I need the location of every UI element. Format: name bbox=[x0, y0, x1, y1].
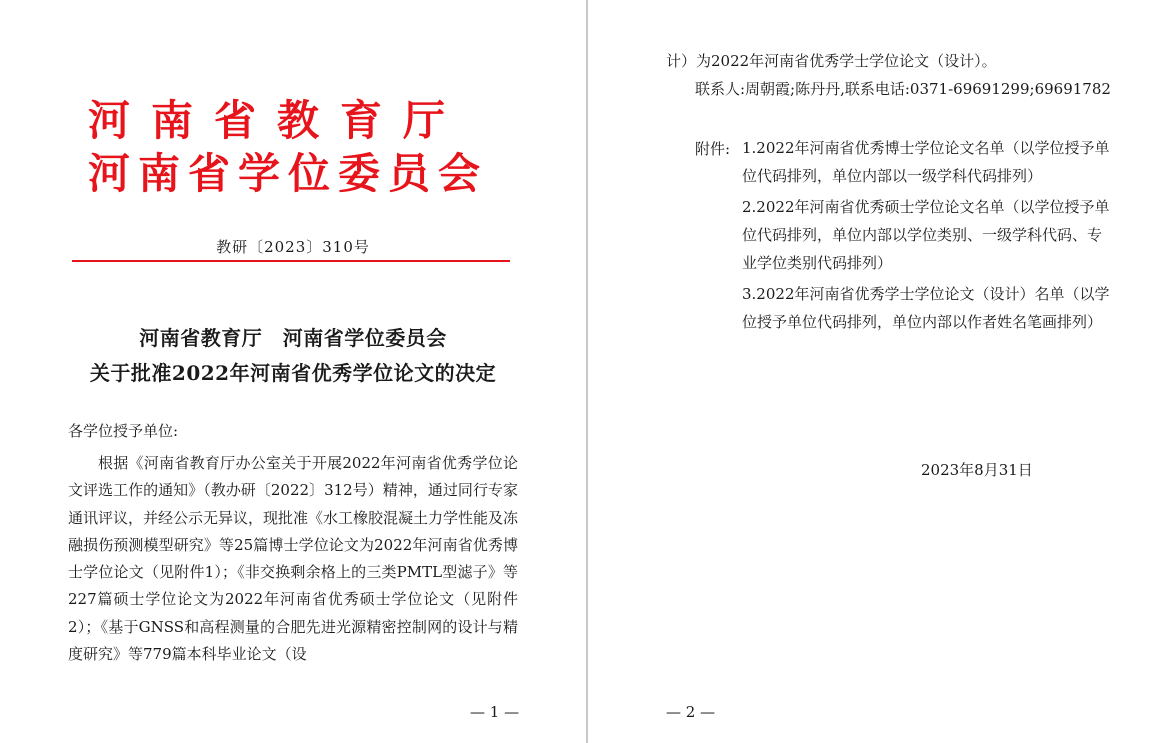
issuer-line-1: 河南省教育厅 bbox=[88, 96, 467, 145]
issuer-line-2: 河南省学位委员会 bbox=[88, 149, 489, 198]
page-number-2: — 2 — bbox=[666, 703, 716, 721]
issue-date: 2023年8月31日 bbox=[921, 461, 1033, 479]
attachment-item-1: 1.2022年河南省优秀博士学位论文名单（以学位授予单位代码排列，单位内部以一级学科代码排列） bbox=[742, 139, 1110, 185]
body-continuation: 计）为2022年河南省优秀学士学位论文（设计）。 bbox=[666, 52, 997, 70]
document-number: 教研〔2023〕310号 bbox=[216, 238, 370, 256]
attachment-label: 附件: bbox=[695, 140, 731, 158]
attachment-item-2: 2.2022年河南省优秀硕士学位论文名单（以学位授予单位代码排列，单位内部以学位类别、一级学科代码、专业学位类别代码排列） bbox=[742, 198, 1110, 272]
attachment-item-3: 3.2022年河南省优秀学士学位论文（设计）名单（以学位授予单位代码排列，单位内部以作者姓名笔画排列） bbox=[742, 285, 1110, 331]
salutation: 各学位授予单位: bbox=[68, 422, 179, 440]
document-page-2 bbox=[588, 0, 1159, 743]
document-title-line-2: 关于批准2022年河南省优秀学位论文的决定 bbox=[89, 361, 497, 385]
body-paragraph: 根据《河南省教育厅办公室关于开展2022年河南省优秀学位论文评选工作的通知》（教办研〔2022〕312号）精神，通过同行专家通讯评议，并经公示无异议，现批准《水工橡胶混凝土力学性能及冻融损伤预测模型研究》等25篇博士学位论文为2022年河南省优秀博士学位论文（见附件1）；《非交换剩余格上的三类PMTL型滤子》等227篇硕士学位论文为2022年河南省优秀硕士学位论文（见附件2）；《基于GNSS和高程测量的合肥先进光源精密控制网的设计与精度研究》等779篇本科毕业论文（设 bbox=[68, 454, 519, 664]
red-header-rule bbox=[72, 260, 510, 262]
document-title-line-1: 河南省教育厅 河南省学位委员会 bbox=[139, 326, 447, 350]
page-number-1: — 1 — bbox=[470, 703, 520, 721]
contact-info: 联系人:周朝霞;陈丹丹,联系电话:0371-69691299;69691782 bbox=[695, 80, 1111, 98]
